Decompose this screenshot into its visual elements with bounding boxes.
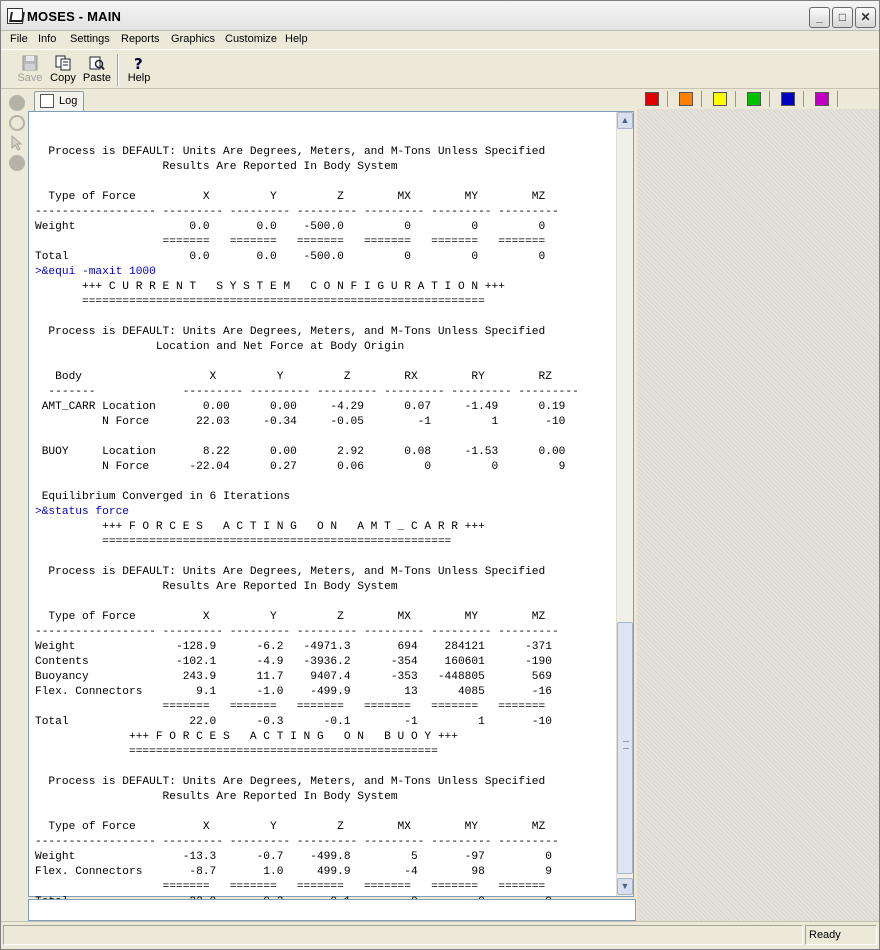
close-button[interactable]: ✕ (855, 7, 876, 28)
question-mark-icon (131, 55, 147, 71)
menu-file[interactable]: File (10, 33, 28, 45)
log-line: N Force -22.04 0.27 0.06 0 0 9 (35, 461, 566, 473)
log-line: Process is DEFAULT: Units Are Degrees, Meters, and M-Tons Unless Specified (35, 326, 546, 338)
menu-bar (1, 31, 879, 49)
stop-icon[interactable] (9, 95, 25, 111)
color-swatch[interactable] (781, 92, 795, 106)
log-line: ============================================================ (35, 296, 485, 308)
help-button[interactable] (122, 53, 156, 87)
menu-customize[interactable]: Customize (225, 33, 277, 45)
window-title: MOSES - MAIN (27, 9, 122, 24)
title-bar[interactable] (1, 1, 879, 31)
log-line: Buoyancy 243.9 11.7 9407.4 -353 -448805 569 (35, 671, 552, 683)
log-line: Total 22.0 -0.3 -0.1 -1 1 -10 (35, 716, 552, 728)
help-label: Help (127, 72, 151, 84)
log-line: Process is DEFAULT: Units Are Degrees, Meters, and M-Tons Unless Specified (35, 776, 546, 788)
log-line: BUOY Location 8.22 0.00 2.92 0.08 -1.53 0.00 (35, 446, 566, 458)
maximize-button[interactable]: □ (832, 7, 853, 28)
log-line: Weight 0.0 0.0 -500.0 0 0 0 (35, 221, 546, 233)
menu-info[interactable]: Info (38, 33, 57, 45)
log-line: ======= ======= ======= ======= ======= ======= (35, 236, 546, 248)
toolbar-separator (117, 54, 119, 86)
rotate-icon[interactable] (9, 115, 25, 131)
log-line (35, 595, 615, 610)
log-line: ======= ======= ======= ======= ======= ======= (35, 701, 546, 713)
log-line (35, 760, 615, 775)
menu-reports[interactable]: Reports (121, 33, 160, 45)
log-line (35, 310, 615, 325)
scroll-grip (623, 741, 629, 749)
color-swatch[interactable] (679, 92, 693, 106)
log-line: Equilibrium Converged in 6 Iterations (35, 491, 291, 503)
log-line: Results Are Reported In Body System (35, 161, 398, 173)
tab-log[interactable] (34, 91, 84, 111)
minimize-button[interactable]: _ (809, 7, 830, 28)
status-bar (1, 921, 879, 949)
scroll-thumb[interactable] (617, 622, 633, 874)
status-field-main (3, 925, 803, 945)
graphics-panel[interactable] (637, 89, 879, 921)
log-line: AMT_CARR Location 0.00 0.00 -4.29 0.07 -1.49 0.19 (35, 401, 566, 413)
paste-label: Paste (82, 72, 112, 84)
log-line: Flex. Connectors -8.7 1.0 499.9 -4 98 9 (35, 866, 552, 878)
log-line: ------------------ --------- --------- --------- --------- --------- --------- (35, 836, 559, 848)
menu-graphics[interactable]: Graphics (171, 33, 216, 45)
moses-app-icon (7, 8, 23, 24)
swatch-separator (769, 91, 770, 107)
log-line: Flex. Connectors 9.1 -1.0 -499.9 13 4085 -16 (35, 686, 552, 698)
tab-log-label: Log (59, 95, 78, 107)
log-line: Location and Net Force at Body Origin (35, 341, 405, 353)
command-input[interactable] (28, 899, 636, 921)
copy-icon (55, 55, 71, 71)
toolbar (1, 49, 879, 89)
color-swatch[interactable] (815, 92, 829, 106)
copy-button[interactable] (46, 53, 80, 87)
log-line: Process is DEFAULT: Units Are Degrees, Meters, and M-Tons Unless Specified (35, 146, 546, 158)
log-line: Type of Force X Y Z MX MY MZ (35, 821, 546, 833)
swatch-separator (701, 91, 702, 107)
log-line: ------------------ --------- --------- --------- --------- --------- --------- (35, 206, 559, 218)
log-line: Process is DEFAULT: Units Are Degrees, Meters, and M-Tons Unless Specified (35, 566, 546, 578)
svg-text:?: ? (134, 55, 143, 73)
log-line (35, 355, 615, 370)
tab-strip (31, 89, 635, 111)
copy-label: Copy (50, 72, 76, 84)
log-line: ------------------ --------- --------- --------- --------- --------- --------- (35, 626, 559, 638)
color-swatch[interactable] (713, 92, 727, 106)
swatch-separator (667, 91, 668, 107)
pointer-icon[interactable] (10, 135, 24, 151)
color-palette (637, 89, 879, 109)
log-line: Total 0.0 0.0 -500.0 0 0 0 (35, 251, 546, 263)
log-line: Weight -13.3 -0.7 -499.8 5 -97 0 (35, 851, 552, 863)
log-command-line: >&equi -maxit 1000 (35, 266, 156, 278)
log-line: Type of Force X Y Z MX MY MZ (35, 611, 546, 623)
log-line: Weight -128.9 -6.2 -4971.3 694 284121 -371 (35, 641, 552, 653)
log-line (35, 130, 615, 145)
log-line: Results Are Reported In Body System (35, 581, 398, 593)
log-line: N Force 22.03 -0.34 -0.05 -1 1 -10 (35, 416, 566, 428)
swatch-separator (803, 91, 804, 107)
color-swatch[interactable] (645, 92, 659, 106)
log-line: +++ F O R C E S A C T I N G O N A M T _ C A R R +++ (35, 521, 485, 533)
vertical-scrollbar[interactable] (616, 112, 633, 896)
menu-settings[interactable]: Settings (70, 33, 110, 45)
camera-icon[interactable] (9, 155, 25, 171)
log-line: Type of Force X Y Z MX MY MZ (35, 191, 546, 203)
log-line: Body X Y Z RX RY RZ (35, 371, 552, 383)
log-line: +++ F O R C E S A C T I N G O N B U O Y +++ (35, 731, 458, 743)
paste-button[interactable] (80, 53, 114, 87)
swatch-separator (735, 91, 736, 107)
status-text: Ready (809, 929, 841, 941)
log-command-line: >&status force (35, 506, 129, 518)
log-line (35, 430, 615, 445)
scroll-up-button[interactable]: ▲ (617, 112, 633, 129)
log-line (35, 550, 615, 565)
log-line: ==================================================== (35, 536, 452, 548)
log-line: ------- --------- --------- --------- --------- --------- --------- (35, 386, 579, 398)
log-line: Contents -102.1 -4.9 -3936.2 -354 160601 -190 (35, 656, 552, 668)
log-tab-icon (40, 94, 54, 108)
log-line (35, 805, 615, 820)
log-line: Results Are Reported In Body System (35, 791, 398, 803)
swatch-separator (837, 91, 838, 107)
log-line (35, 475, 615, 490)
save-label: Save (17, 72, 43, 84)
log-line: ======= ======= ======= ======= ======= ======= (35, 881, 546, 893)
save-button[interactable] (13, 53, 47, 87)
left-tool-strip (3, 91, 29, 911)
log-line: ============================================== (35, 746, 438, 758)
paste-icon (89, 55, 105, 71)
log-panel[interactable] (28, 111, 634, 897)
scroll-down-button[interactable]: ▼ (617, 878, 633, 895)
log-line (35, 175, 615, 190)
log-line: +++ C U R R E N T S Y S T E M C O N F I G U R A T I O N +++ (35, 281, 505, 293)
color-swatch[interactable] (747, 92, 761, 106)
menu-help[interactable]: Help (285, 33, 308, 45)
log-output (35, 130, 615, 896)
floppy-disk-icon (22, 55, 38, 71)
